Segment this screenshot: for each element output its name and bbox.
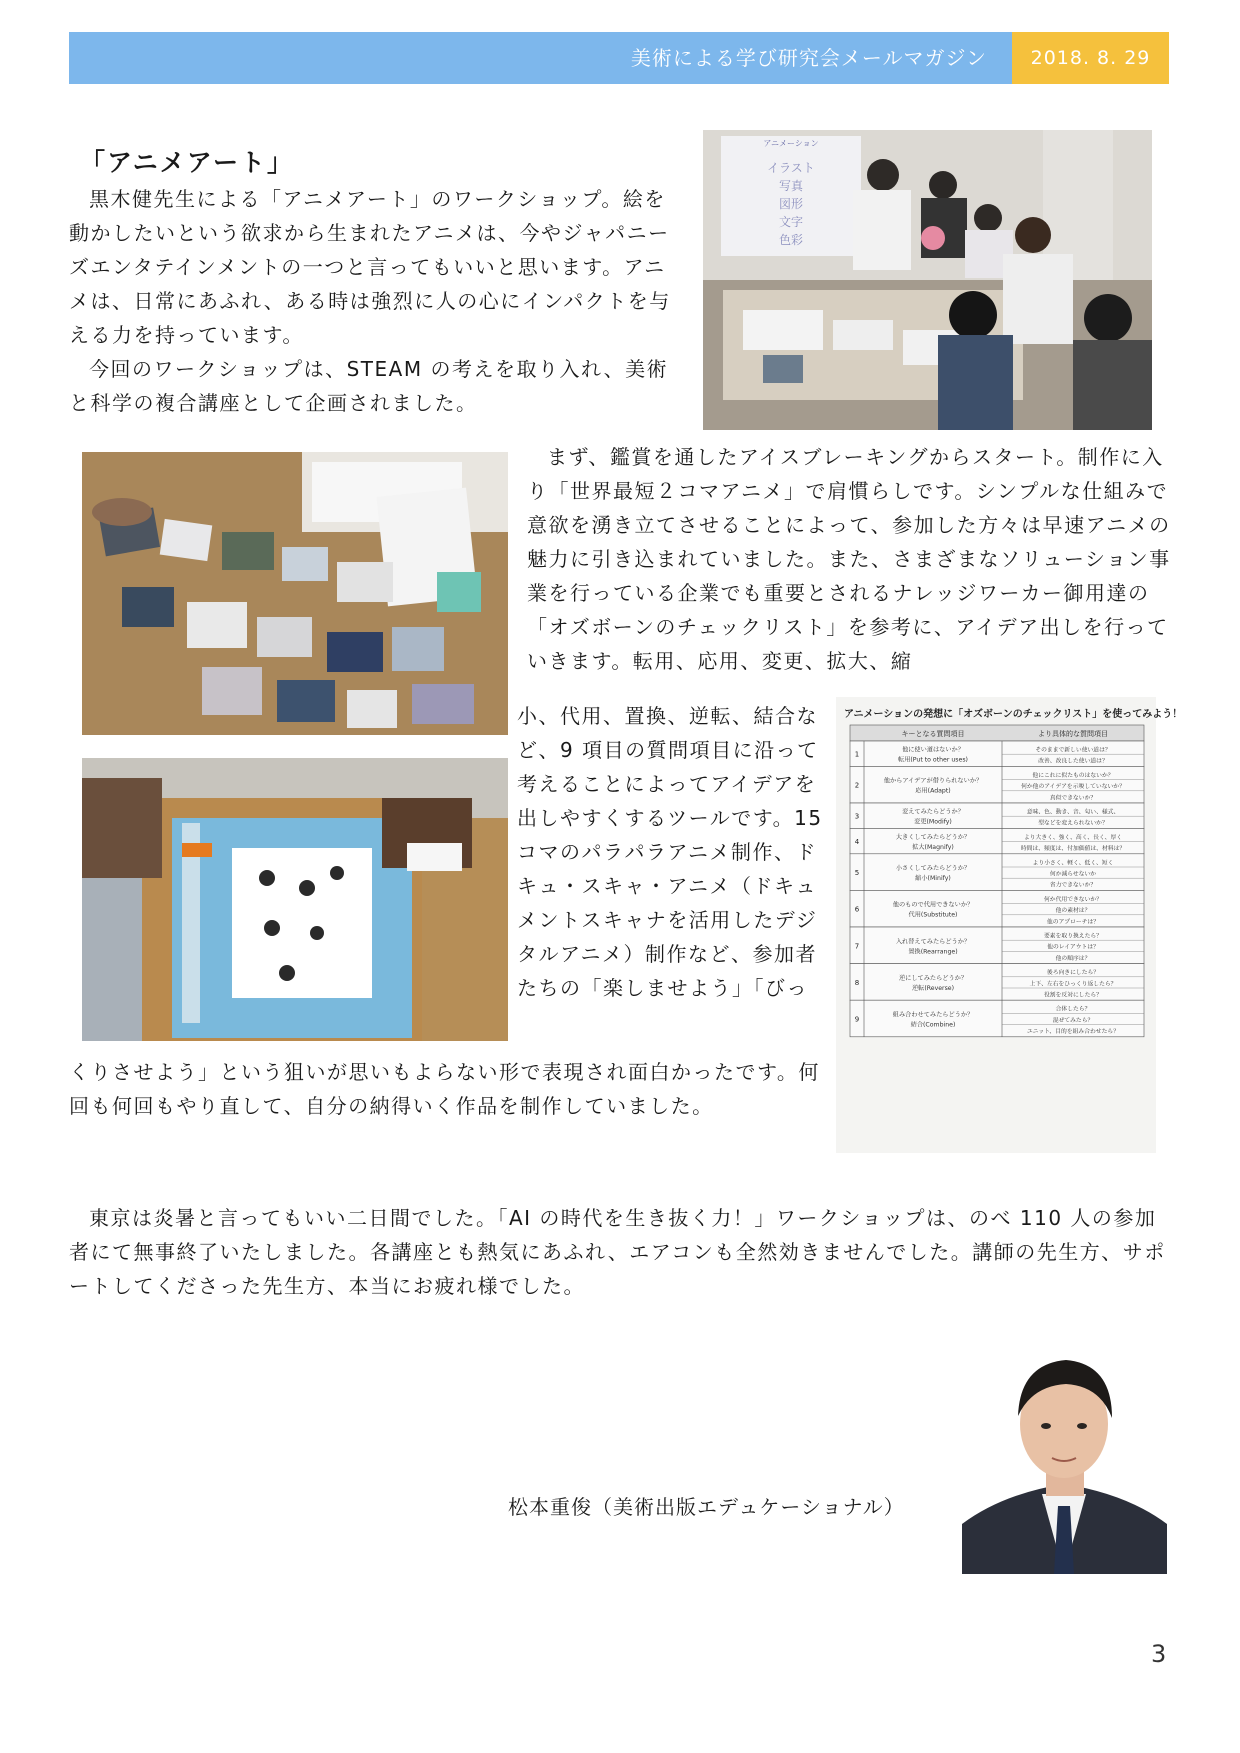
checklist-sub-question: 要素を取り換えたら？ bbox=[1044, 933, 1102, 940]
checklist-question: 他からアイデアが借りられないか？ bbox=[883, 777, 983, 785]
checklist-question-en: 結合(Combine) bbox=[910, 1021, 956, 1029]
checklist-sub-question: 上下、左右をひっくり返したら？ bbox=[1029, 981, 1117, 988]
body-paragraph-continued: 小、代用、置換、逆転、結合など、9 項目の質問項目に沿って考えることによってアイデアを出しやすくするツールです。15 コマのパラパラアニメ制作、ドキュ・スキャ・アニメ（ドキュメントスキャナを活用したデジタルアニメ）制作など、参加者たちの「楽しませよう」「びっ bbox=[517, 704, 823, 1000]
checklist-row-number: 8 bbox=[854, 978, 860, 987]
checklist-col-concrete: より具体的な質問項目 bbox=[1038, 730, 1108, 738]
checklist-sub-question: 他のレイアウトは？ bbox=[1047, 944, 1099, 951]
checklist-question-en: 縮小(Minify) bbox=[915, 875, 951, 883]
checklist-question-en: 変更(Modify) bbox=[914, 818, 952, 826]
checklist-question-en: 逆転(Reverse) bbox=[911, 984, 955, 992]
slide-word: イラスト bbox=[767, 161, 815, 175]
checklist-row-number: 3 bbox=[854, 812, 860, 821]
checklist-question-en: 応用(Adapt) bbox=[915, 787, 951, 795]
checklist-sub-question: 後ろ向きにしたら？ bbox=[1046, 970, 1100, 977]
checklist-sub-question: ユニット、目的を組み合わせたら？ bbox=[1027, 1029, 1119, 1036]
checklist-title: アニメーションの発想に「オズボーンのチェックリスト」を使ってみよう！ bbox=[844, 709, 1183, 720]
slide-word: 文字 bbox=[778, 215, 804, 229]
checklist-sub-question: 何か減らせないか bbox=[1049, 871, 1097, 878]
checklist-sub-question: そのままで新しい使い道は？ bbox=[1035, 747, 1111, 754]
checklist-sub-question: 真似できないか？ bbox=[1049, 795, 1097, 802]
checklist-sub-question: 他のアプローチは？ bbox=[1046, 919, 1100, 926]
checklist-sub-question: 役割を反対にしたら？ bbox=[1044, 992, 1102, 999]
checklist-sub-question: 改善、改良した使い道は？ bbox=[1038, 758, 1108, 765]
author-portrait bbox=[962, 1334, 1167, 1574]
checklist-question: 変えてみたらどうか？ bbox=[902, 808, 964, 816]
newsletter-title: 美術による学び研究会メールマガジン bbox=[630, 46, 987, 70]
checklist-row-number: 6 bbox=[854, 905, 860, 914]
checklist-row-number: 1 bbox=[854, 750, 860, 759]
checklist-question-en: 代用(Substitute) bbox=[908, 911, 958, 919]
conclusion-text bbox=[69, 1201, 1171, 1303]
intro-text bbox=[69, 182, 684, 420]
checklist-row-number: 5 bbox=[854, 869, 860, 878]
checklist-sub-question: より小さく、軽く、低く、短く bbox=[1032, 860, 1114, 867]
checklist-sub-question: 何か代用できないか？ bbox=[1044, 896, 1102, 903]
workshop-classroom-photo bbox=[703, 130, 1152, 430]
checklist-question-en: 転用(Put to other uses) bbox=[898, 756, 968, 764]
checklist-question: 大きくしてみたらどうか？ bbox=[895, 834, 971, 842]
body-text-part-2 bbox=[517, 699, 825, 1005]
checklist-question: 逆にしてみたらどうか？ bbox=[898, 974, 968, 982]
cutting-mat-photo bbox=[82, 758, 508, 1041]
checklist-sub-question: 型などを変えられないか？ bbox=[1038, 820, 1108, 827]
checklist-question-en: 拡大(Magnify) bbox=[912, 844, 954, 852]
intro-paragraph-2: 今回のワークショップは、STEAM の考えを取り入れ、美術と科学の複合講座として企画されました。 bbox=[69, 357, 669, 415]
checklist-row bbox=[850, 927, 1144, 964]
checklist-row bbox=[850, 854, 1144, 891]
checklist-sub-question: 合体したら？ bbox=[1055, 1006, 1091, 1013]
conclusion-paragraph: 東京は炎暑と言ってもいい二日間でした。「AI の時代を生き抜く力！」ワークショップは、のべ 110 人の参加者にて無事終了いたしました。各講座とも熱気にあふれ、エアコンも全然効きませんでした。講師の先生方、サポートしてくださった先生方、本当にお疲れ様でした。 bbox=[69, 1206, 1166, 1298]
body-text-part-3 bbox=[69, 1055, 829, 1123]
slide-word: 色彩 bbox=[778, 233, 804, 247]
checklist-row-number: 2 bbox=[854, 781, 860, 790]
checklist-sub-question: 意味、色、動き、音、匂い、様式、 bbox=[1026, 809, 1120, 816]
checklist-question-en: 置換(Rearrange) bbox=[908, 948, 958, 956]
checklist-table bbox=[836, 697, 1183, 1153]
checklist-question: 組み合わせてみたらどうか？ bbox=[892, 1011, 974, 1019]
checklist-question: 小さくしてみたらどうか？ bbox=[895, 865, 971, 873]
checklist-sub-question: 時間は、頻度は、付加価値は、材料は？ bbox=[1020, 846, 1126, 853]
author-signature: 松本重俊（美術出版エデュケーショナル） bbox=[508, 1495, 905, 1519]
slide-title: アニメーション bbox=[763, 139, 819, 148]
checklist-row-number: 7 bbox=[854, 942, 860, 951]
checklist-sub-question: 省力できないか？ bbox=[1049, 882, 1097, 889]
checklist-sub-question: 何か他のアイデアを示唆していないか？ bbox=[1021, 784, 1125, 791]
body-paragraph-end: くりさせよう」という狙いが思いもよらない形で表現され面白かったです。何回も何回もやり直して、自分の納得いく作品を制作していました。 bbox=[69, 1060, 820, 1118]
slide-word: 図形 bbox=[778, 197, 804, 211]
osborn-checklist-image bbox=[836, 697, 1183, 1153]
checklist-sub-question: より大きく、強く、高く、長く、厚く bbox=[1023, 834, 1123, 841]
checklist-sub-question: 他の素材は？ bbox=[1055, 908, 1091, 915]
section-heading: 「アニメアート」 bbox=[80, 148, 295, 177]
checklist-sub-question: 混ぜてみたら？ bbox=[1052, 1017, 1094, 1024]
issue-date: 2018. 8. 29 bbox=[1012, 32, 1169, 84]
page-number: 3 bbox=[1151, 1640, 1167, 1668]
checklist-question: 他に使い道はないか？ bbox=[902, 746, 964, 754]
checklist-row-number: 9 bbox=[854, 1015, 860, 1024]
checklist-sub-question: 他にこれに似たものはないか？ bbox=[1032, 772, 1114, 779]
checklist-question: 他のもので代用できないか？ bbox=[892, 901, 974, 909]
body-text-part-1 bbox=[527, 440, 1171, 678]
checklist-row-number: 4 bbox=[854, 838, 860, 847]
slide-word: 写真 bbox=[778, 179, 804, 193]
checklist-col-key: キーとなる質問項目 bbox=[901, 730, 965, 738]
checklist-sub-question: 他の順序は？ bbox=[1055, 955, 1091, 962]
body-paragraph: まず、鑑賞を通したアイスブレーキングからスタート。制作に入り「世界最短２コマアニメ」で肩慣らしです。シンプルな仕組みで意欲を湧き立てさせることによって、参加した方々は早速アニメの魅力に引き込まれていました。また、さまざまなソリューション事業を行っている企業でも重要とされるナレッジワーカー御用達の「オズボーンのチェックリスト」を参考に、アイデア出しを行っていきます。転用、応用、変更、拡大、縮 bbox=[527, 445, 1171, 673]
cards-on-table-photo bbox=[82, 452, 508, 735]
intro-paragraph-1: 黒木健先生による「アニメアート」のワークショップ。絵を動かしたいという欲求から生まれたアニメは、今やジャパニーズエンタテインメントの一つと言ってもいいと思います。アニメは、日常にあふれ、ある時は強烈に人の心にインパクトを与える力を持っています。 bbox=[69, 187, 671, 347]
checklist-question: 入れ替えてみたらどうか？ bbox=[895, 938, 971, 946]
